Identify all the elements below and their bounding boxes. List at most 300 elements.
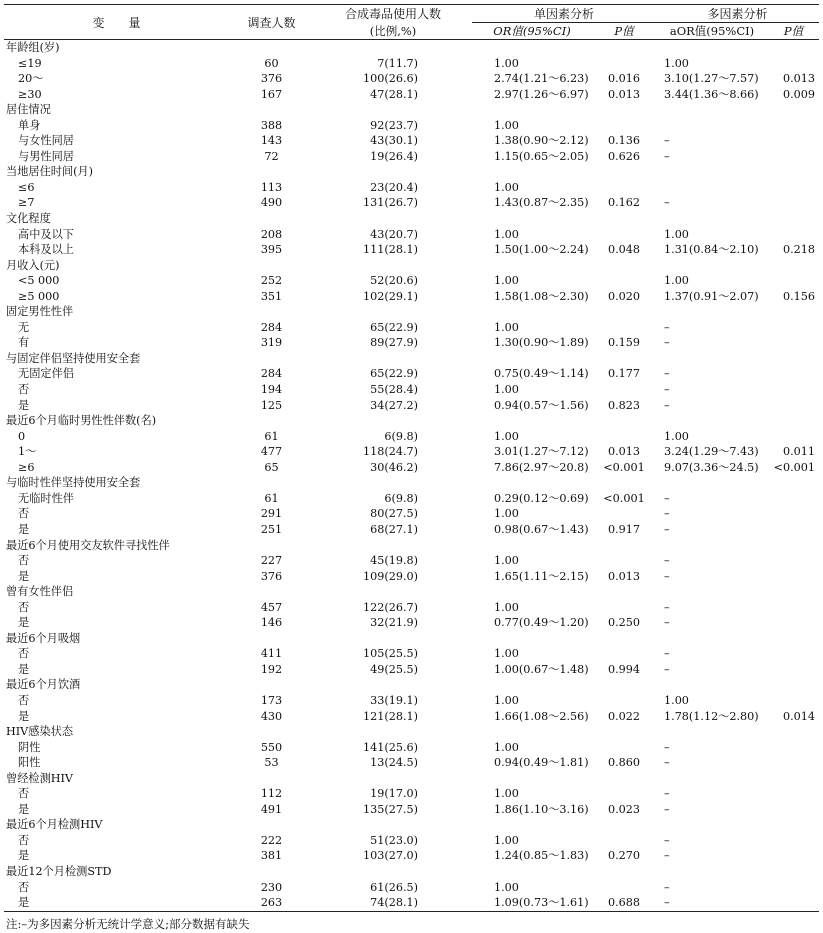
surveyed-count: 61 — [264, 429, 279, 443]
surveyed-count: 491 — [260, 802, 283, 816]
aor-value: – — [664, 600, 670, 614]
variable-level-label: ≥30 — [18, 87, 42, 101]
p-value: 0.016 — [607, 72, 641, 86]
adjusted-p-value: 0.014 — [783, 709, 816, 723]
aor-value — [656, 180, 768, 196]
variable-level-label: 是 — [18, 662, 30, 676]
users-count: 109(29.0) — [363, 569, 418, 583]
surveyed-count: 208 — [260, 227, 283, 241]
adjusted-p-value — [768, 320, 819, 336]
or-value: 3.01(1.27～7.12) — [494, 445, 589, 459]
table-row — [4, 180, 819, 196]
p-value: 0.013 — [607, 569, 641, 583]
aor-value: 1.00 — [664, 429, 689, 443]
or-value: 1.00 — [494, 274, 519, 288]
table-row — [4, 227, 819, 243]
users-count: 33(19.1) — [370, 693, 418, 707]
table-row — [4, 398, 819, 414]
variable-level-label: ≥5 000 — [18, 289, 60, 303]
table-row — [4, 615, 819, 631]
p-value — [592, 320, 656, 336]
table-row — [4, 289, 819, 305]
users-count: 65(22.9) — [370, 320, 418, 334]
aor-value: – — [664, 616, 670, 630]
p-value: 0.022 — [607, 709, 641, 723]
group-header-row — [4, 40, 819, 56]
users-count: 111(28.1) — [363, 243, 418, 257]
p-value: 0.048 — [607, 243, 641, 257]
surveyed-count: 291 — [260, 507, 283, 521]
document-page — [4, 0, 819, 932]
group-header-row — [4, 864, 819, 880]
variable-level-label: 本科及以上 — [18, 243, 74, 257]
or-value: 7.86(2.97～20.8) — [494, 460, 589, 474]
adjusted-p-value — [768, 149, 819, 165]
users-count: 34(27.2) — [370, 398, 418, 412]
users-count: 32(21.9) — [370, 616, 418, 630]
variable-group-label: 与固定伴侣坚持使用安全套 — [6, 351, 141, 365]
table-row — [4, 335, 819, 351]
table-row — [4, 133, 819, 149]
users-count: 89(27.9) — [370, 336, 418, 350]
users-count: 23(20.4) — [370, 180, 418, 194]
aor-value: – — [664, 149, 670, 163]
p-value — [592, 273, 656, 289]
users-count: 74(28.1) — [314, 895, 472, 911]
adjusted-p-value — [768, 693, 819, 709]
adjusted-p-value — [768, 802, 819, 818]
users-count: 122(26.7) — [363, 600, 418, 614]
p-value: 0.136 — [607, 134, 641, 148]
aor-value: – — [664, 507, 670, 521]
variable-level-label: 否 — [18, 600, 30, 614]
variable-level-label: 与男性同居 — [18, 149, 74, 163]
users-count: 92(23.7) — [370, 118, 418, 132]
users-count: 55(28.4) — [370, 383, 418, 397]
variable-level-label: 否 — [18, 833, 30, 847]
surveyed-count: 251 — [260, 522, 283, 536]
p-value — [592, 56, 656, 72]
variable-level-label: 有 — [18, 336, 30, 350]
or-value: 1.00 — [494, 227, 519, 241]
or-value: 1.00 — [494, 880, 519, 894]
aor-value: 1.31(0.84～2.10) — [664, 243, 759, 257]
p-value: 0.162 — [607, 196, 641, 210]
table-row — [4, 740, 819, 756]
group-header-row — [4, 631, 819, 647]
surveyed-count: 125 — [260, 398, 283, 412]
p-value — [592, 786, 656, 802]
aor-value: – — [664, 740, 670, 754]
surveyed-count: 113 — [260, 180, 283, 194]
p-value — [592, 833, 656, 849]
table-footnote: 注:–为多因素分析无统计学意义;部分数据有缺失 — [6, 916, 250, 931]
users-count: 52(20.6) — [370, 274, 418, 288]
table-row — [4, 833, 819, 849]
variable-level-label: 否 — [18, 383, 30, 397]
variable-group-label: 月收入(元) — [6, 258, 60, 272]
or-value: 0.75(0.49～1.14) — [494, 367, 589, 381]
header-univariate: 单因素分析 — [472, 5, 656, 23]
table-row — [4, 320, 819, 336]
p-value — [592, 429, 656, 445]
aor-value: 1.00 — [664, 693, 689, 707]
adjusted-p-value — [768, 895, 819, 911]
surveyed-count: 263 — [229, 895, 314, 911]
p-value: 0.823 — [607, 398, 641, 412]
group-header-row — [4, 413, 819, 429]
variable-level-label: 1～ — [18, 445, 37, 459]
aor-value: – — [664, 134, 670, 148]
adjusted-p-value: 0.156 — [783, 289, 816, 303]
or-value: 1.00 — [494, 833, 519, 847]
p-value: 0.626 — [607, 149, 641, 163]
variable-group-label: 最近6个月饮酒 — [6, 678, 81, 692]
p-value — [592, 600, 656, 616]
users-count: 19(26.4) — [370, 149, 418, 163]
group-header-row — [4, 102, 819, 118]
aor-value: – — [664, 398, 670, 412]
users-count: 135(27.5) — [363, 802, 418, 816]
surveyed-count: 230 — [260, 880, 283, 894]
header-users-line1: 合成毒品使用人数 — [314, 5, 472, 23]
variable-group-label: 年龄组(岁) — [6, 41, 60, 54]
table-row — [4, 429, 819, 445]
aor-value: 3.44(1.36～8.66) — [664, 87, 759, 101]
variable-level-label: 0 — [18, 429, 26, 443]
or-value: 1.38(0.90～2.12) — [494, 134, 589, 148]
variable-group-label: HIV感染状态 — [6, 725, 74, 739]
variable-group-label: 最近6个月吸烟 — [6, 631, 81, 645]
aor-value: – — [664, 383, 670, 397]
variable-level-label: 否 — [18, 693, 30, 707]
variable-group-label: 文化程度 — [6, 212, 51, 226]
surveyed-count: 376 — [260, 569, 283, 583]
variable-group-label: 固定男性性伴 — [6, 305, 74, 319]
or-value: 1.00 — [494, 56, 519, 70]
users-count: 141(25.6) — [363, 740, 418, 754]
adjusted-p-value — [768, 382, 819, 398]
surveyed-count: 65 — [264, 460, 279, 474]
variable-group-label: 最近6个月临时男性性伴数(名) — [6, 414, 157, 428]
aor-value — [656, 118, 768, 134]
users-count: 43(20.7) — [370, 227, 418, 241]
header-users-line2: (比例,%) — [314, 23, 472, 40]
table-row — [4, 118, 819, 134]
aor-value: 9.07(3.36～24.5) — [664, 460, 759, 474]
users-count: 7(11.7) — [377, 56, 418, 70]
or-value: 1.00(0.67～1.48) — [494, 662, 589, 676]
users-count: 51(23.0) — [370, 833, 418, 847]
or-value: 1.43(0.87～2.35) — [494, 196, 589, 210]
p-value: 0.994 — [607, 662, 641, 676]
aor-value: – — [664, 662, 670, 676]
surveyed-count: 173 — [260, 693, 283, 707]
aor-value: – — [664, 756, 670, 770]
adjusted-p-value — [768, 833, 819, 849]
surveyed-count: 284 — [260, 367, 283, 381]
p-value — [592, 506, 656, 522]
table-row — [4, 382, 819, 398]
surveyed-count: 143 — [260, 134, 283, 148]
variable-group-label: 当地居住时间(月) — [6, 165, 94, 179]
adjusted-p-value — [768, 600, 819, 616]
adjusted-p-value — [768, 118, 819, 134]
aor-value: – — [664, 320, 670, 334]
variable-level-label: 是 — [18, 398, 30, 412]
variable-group-label: 曾经检测HIV — [6, 771, 74, 785]
adjusted-p-value — [768, 398, 819, 414]
variable-group-label: 最近6个月检测HIV — [6, 818, 103, 832]
or-value: 1.65(1.11～2.15) — [494, 569, 589, 583]
p-value: 0.688 — [592, 895, 656, 911]
table-row — [4, 848, 819, 864]
variable-level-label: 是 — [18, 849, 30, 863]
table-row — [4, 491, 819, 507]
group-header-row — [4, 817, 819, 833]
p-value: 0.270 — [607, 849, 641, 863]
aor-value: – — [664, 522, 670, 536]
variable-level-label: 否 — [18, 554, 30, 568]
or-value: 0.94(0.57～1.56) — [494, 398, 589, 412]
table-row — [4, 87, 819, 103]
or-value: 1.86(1.10～3.16) — [494, 802, 589, 816]
p-value: 0.250 — [607, 616, 641, 630]
adjusted-p-value: 0.218 — [783, 243, 816, 257]
adjusted-p-value — [768, 755, 819, 771]
aor-value: 1.00 — [664, 56, 689, 70]
or-value: 1.00 — [494, 118, 519, 132]
aor-value: – — [664, 491, 670, 505]
or-value: 2.74(1.21～6.23) — [494, 72, 589, 86]
adjusted-p-value — [768, 880, 819, 896]
variable-level-label: ≥6 — [18, 460, 35, 474]
table-row — [4, 242, 819, 258]
aor-value: 3.10(1.27～7.57) — [664, 72, 759, 86]
header-or: OR值(95%CI) — [472, 23, 592, 40]
aor-value: – — [664, 336, 670, 350]
group-header-row — [4, 304, 819, 320]
surveyed-count: 430 — [260, 709, 283, 723]
adjusted-p-value — [768, 366, 819, 382]
variable-level-label: 单身 — [18, 118, 41, 132]
surveyed-count: 60 — [264, 56, 279, 70]
or-value: 1.00 — [494, 320, 519, 334]
or-value: 1.00 — [494, 647, 519, 661]
table-row — [4, 786, 819, 802]
surveyed-count: 222 — [260, 833, 283, 847]
p-value — [592, 693, 656, 709]
users-count: 100(26.6) — [363, 72, 418, 86]
aor-value: – — [664, 833, 670, 847]
adjusted-p-value — [768, 273, 819, 289]
aor-value: – — [656, 895, 768, 911]
adjusted-p-value — [768, 522, 819, 538]
aor-value: – — [664, 849, 670, 863]
surveyed-count: 146 — [260, 616, 283, 630]
group-header-row — [4, 351, 819, 367]
users-count: 80(27.5) — [370, 507, 418, 521]
table-row — [4, 802, 819, 818]
group-header-row — [4, 475, 819, 491]
or-value: 1.30(0.90～1.89) — [494, 336, 589, 350]
users-count: 45(19.8) — [370, 554, 418, 568]
variable-level-label: 是 — [18, 709, 30, 723]
users-count: 43(30.1) — [370, 134, 418, 148]
table-row — [4, 444, 819, 460]
aor-value: – — [664, 569, 670, 583]
adjusted-p-value: 0.011 — [783, 445, 816, 459]
variable-level-label: 阳性 — [18, 756, 41, 770]
table-row — [4, 553, 819, 569]
or-value: 1.00 — [494, 554, 519, 568]
or-value: 0.77(0.49～1.20) — [494, 616, 589, 630]
group-header-row — [4, 258, 819, 274]
or-value: 1.66(1.08～2.56) — [494, 709, 589, 723]
p-value — [592, 227, 656, 243]
variable-level-label: 无临时性伴 — [18, 491, 74, 505]
surveyed-count: 457 — [260, 600, 283, 614]
surveyed-count: 284 — [260, 320, 283, 334]
or-value: 1.00 — [494, 693, 519, 707]
users-count: 49(25.5) — [370, 662, 418, 676]
adjusted-p-value — [768, 615, 819, 631]
or-value: 1.00 — [494, 180, 519, 194]
users-count: 102(29.1) — [363, 289, 418, 303]
variable-group-label: 曾有女性伴侣 — [6, 585, 74, 599]
or-value: 1.09(0.73～1.61) — [472, 895, 592, 911]
variable-level-label: 20～ — [18, 72, 44, 86]
p-value — [592, 646, 656, 662]
surveyed-count: 351 — [260, 289, 283, 303]
adjusted-p-value — [768, 569, 819, 585]
table-row — [4, 895, 819, 911]
table-row — [4, 273, 819, 289]
adjusted-p-value — [768, 848, 819, 864]
adjusted-p-value — [768, 227, 819, 243]
aor-value: – — [664, 367, 670, 381]
users-count: 103(27.0) — [363, 849, 418, 863]
p-value: 0.159 — [607, 336, 641, 350]
adjusted-p-value: 0.009 — [783, 87, 816, 101]
adjusted-p-value — [768, 195, 819, 211]
surveyed-count: 319 — [260, 336, 283, 350]
table-row — [4, 709, 819, 725]
variable-level-label: ≤6 — [18, 180, 35, 194]
variable-level-label: 否 — [18, 787, 30, 801]
variable-level-label: <5 000 — [18, 274, 60, 288]
p-value: 0.023 — [607, 802, 641, 816]
group-header-row — [4, 677, 819, 693]
aor-value: – — [664, 647, 670, 661]
adjusted-p-value — [768, 180, 819, 196]
table-row — [4, 755, 819, 771]
or-value: 1.00 — [494, 740, 519, 754]
variable-group-label: 与临时性伴坚持使用安全套 — [6, 476, 141, 490]
adjusted-p-value — [768, 429, 819, 445]
surveyed-count: 72 — [264, 149, 279, 163]
adjusted-p-value — [768, 491, 819, 507]
aor-value: 1.78(1.12～2.80) — [664, 709, 759, 723]
table-row — [4, 366, 819, 382]
adjusted-p-value — [768, 786, 819, 802]
variable-level-label: 否 — [18, 880, 30, 894]
regression-table — [4, 4, 819, 912]
group-header-row — [4, 211, 819, 227]
p-value: 0.020 — [607, 289, 641, 303]
or-value: 0.98(0.67～1.43) — [494, 522, 589, 536]
p-value — [592, 118, 656, 134]
surveyed-count: 252 — [260, 274, 283, 288]
surveyed-count: 167 — [260, 87, 283, 101]
p-value — [592, 880, 656, 896]
table-row — [4, 56, 819, 72]
users-count: 105(25.5) — [363, 647, 418, 661]
variable-level-label: 否 — [18, 507, 30, 521]
adjusted-p-value — [768, 553, 819, 569]
surveyed-count: 477 — [260, 445, 283, 459]
variable-level-label: 是 — [18, 616, 30, 630]
table-header — [4, 5, 819, 40]
variable-level-label: 是 — [18, 569, 30, 583]
p-value: 0.860 — [607, 756, 641, 770]
aor-value: – — [664, 554, 670, 568]
surveyed-count: 112 — [260, 787, 283, 801]
p-value — [592, 180, 656, 196]
p-value: <0.001 — [603, 460, 645, 474]
group-header-row — [4, 724, 819, 740]
variable-level-label: 是 — [18, 522, 30, 536]
table-row — [4, 693, 819, 709]
adjusted-p-value — [768, 506, 819, 522]
p-value — [592, 382, 656, 398]
surveyed-count: 53 — [264, 756, 279, 770]
variable-level-label: 是 — [4, 895, 229, 911]
table-row — [4, 662, 819, 678]
p-value: 0.013 — [607, 87, 641, 101]
adjusted-p-value — [768, 646, 819, 662]
or-value: 1.00 — [494, 600, 519, 614]
variable-level-label: ≤19 — [18, 56, 42, 70]
header-variable: 变 量 — [4, 5, 229, 40]
aor-value: 1.00 — [664, 227, 689, 241]
p-value: 0.013 — [607, 445, 641, 459]
header-aor: aOR值(95%CI) — [656, 23, 768, 40]
adjusted-p-value: 0.013 — [783, 72, 816, 86]
table-row — [4, 149, 819, 165]
table-row — [4, 646, 819, 662]
adjusted-p-value — [768, 740, 819, 756]
group-header-row — [4, 584, 819, 600]
variable-level-label: 是 — [18, 802, 30, 816]
surveyed-count: 376 — [260, 72, 283, 86]
surveyed-count: 550 — [260, 740, 283, 754]
adjusted-p-value — [768, 133, 819, 149]
variable-level-label: 否 — [18, 647, 30, 661]
variable-group-label: 最近6个月使用交友软件寻找性伴 — [6, 538, 170, 552]
group-header-row — [4, 164, 819, 180]
table-row — [4, 506, 819, 522]
table-row — [4, 880, 819, 896]
p-value: 0.917 — [607, 522, 641, 536]
aor-value: – — [664, 787, 670, 801]
surveyed-count: 192 — [260, 662, 283, 676]
or-value: 1.50(1.00～2.24) — [494, 243, 589, 257]
users-count: 61(26.5) — [370, 880, 418, 894]
variable-group-label: 居住情况 — [6, 103, 51, 117]
users-count: 118(24.7) — [363, 445, 418, 459]
users-count: 19(17.0) — [370, 787, 418, 801]
